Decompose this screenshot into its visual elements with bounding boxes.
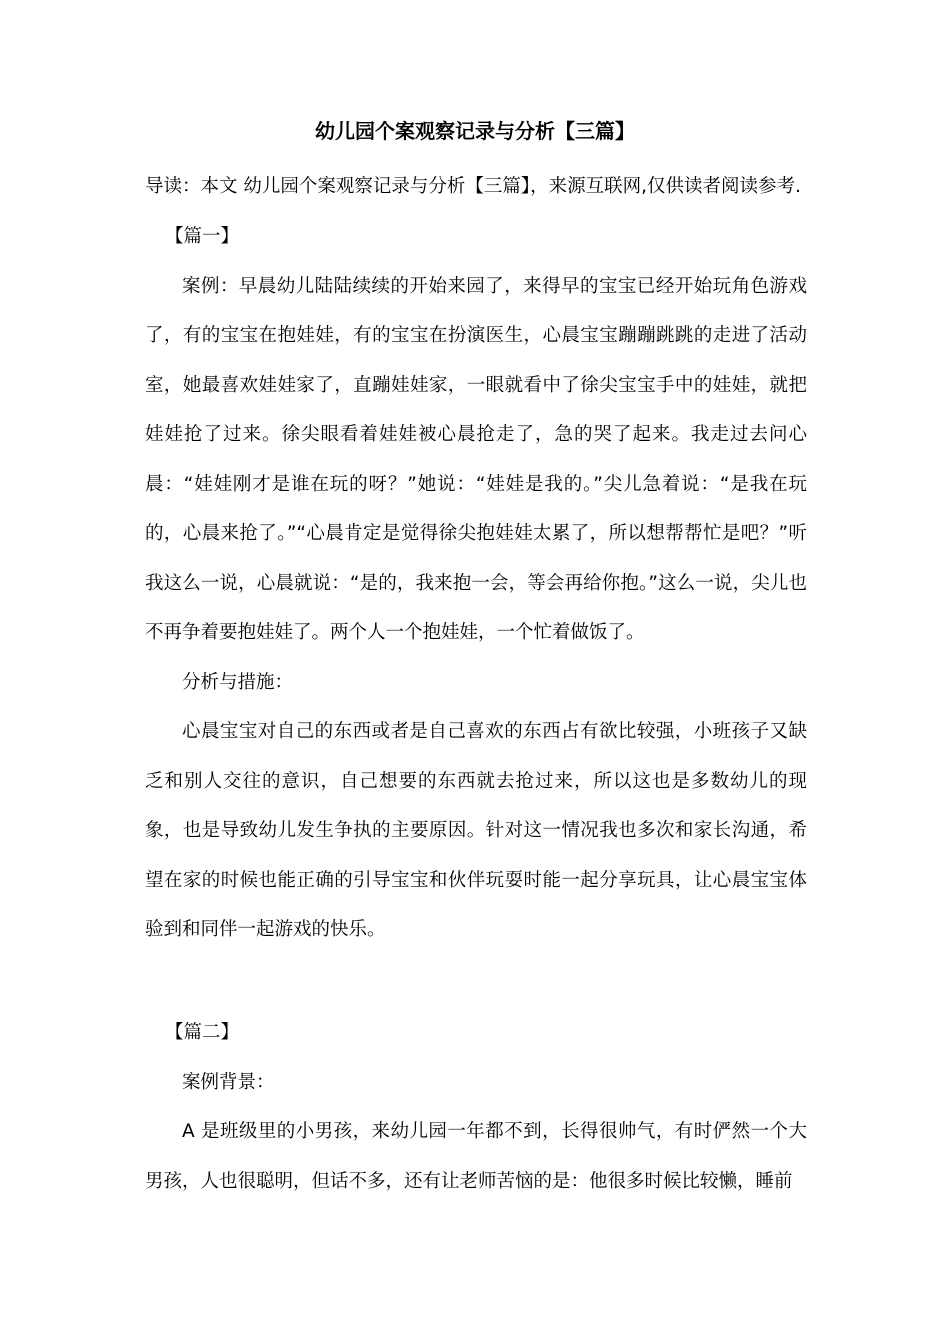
section-two (145, 1008, 807, 1206)
analysis-paragraph: 心晨宝宝对自己的东西或者是自己喜欢的东西占有欲比较强，小班孩子又缺乏和别人交往的意识，自己想要的东西就去抢过来，所以这也是多数幼儿的现象，也是导致幼儿发生争执的主要原因。针对这一情况我也多次和家长沟通，希望在家的时候也能正确的引导宝宝和伙伴玩耍时能一起分享玩具，让心晨宝宝体验到和同伴一起游戏的快乐。 (145, 721, 807, 940)
background-heading: 案例背景： (182, 1071, 275, 1093)
section-one (145, 212, 807, 955)
intro-text: 导读：本文 幼儿园个案观察记录与分析【三篇】，来源互联网,仅供读者阅读参考. (145, 176, 801, 197)
analysis-heading: 分析与措施： (182, 671, 294, 693)
section-two-heading: 【篇二】 (165, 1022, 240, 1043)
background-paragraph: A 是班级里的小男孩，来幼儿园一年都不到，长得很帅气，有时俨然一个大男孩，人也很聪明，但话不多，还有让老师苦恼的是：他很多时候比较懒，睡前 (145, 1121, 807, 1192)
document-title: 幼儿园个案观察记录与分析【三篇】 (315, 119, 635, 143)
case-paragraph: 案例：早晨幼儿陆陆续续的开始来园了，来得早的宝宝已经开始玩角色游戏了，有的宝宝在抱娃娃，有的宝宝在扮演医生，心晨宝宝蹦蹦跳跳的走进了活动室，她最喜欢娃娃家了，直蹦娃娃家，一眼就看中了徐尖宝宝手中的娃娃，就把娃娃抢了过来。徐尖眼看着娃娃被心晨抢走了，急的哭了起来。我走过去问心晨：“娃娃刚才是谁在玩的呀？”她说：“娃娃是我的。”尖儿急着说：“是我在玩的，心晨来抢了。”“心晨肯定是觉得徐尖抱娃娃太累了，所以想帮帮忙是吧？”听我这么一说，心晨就说：“是的，我来抱一会，等会再给你抱。”这么一说，尖儿也不再争着要抱娃娃了。两个人一个抱娃娃，一个忙着做饭了。 (145, 275, 807, 643)
section-one-heading: 【篇一】 (165, 226, 240, 247)
